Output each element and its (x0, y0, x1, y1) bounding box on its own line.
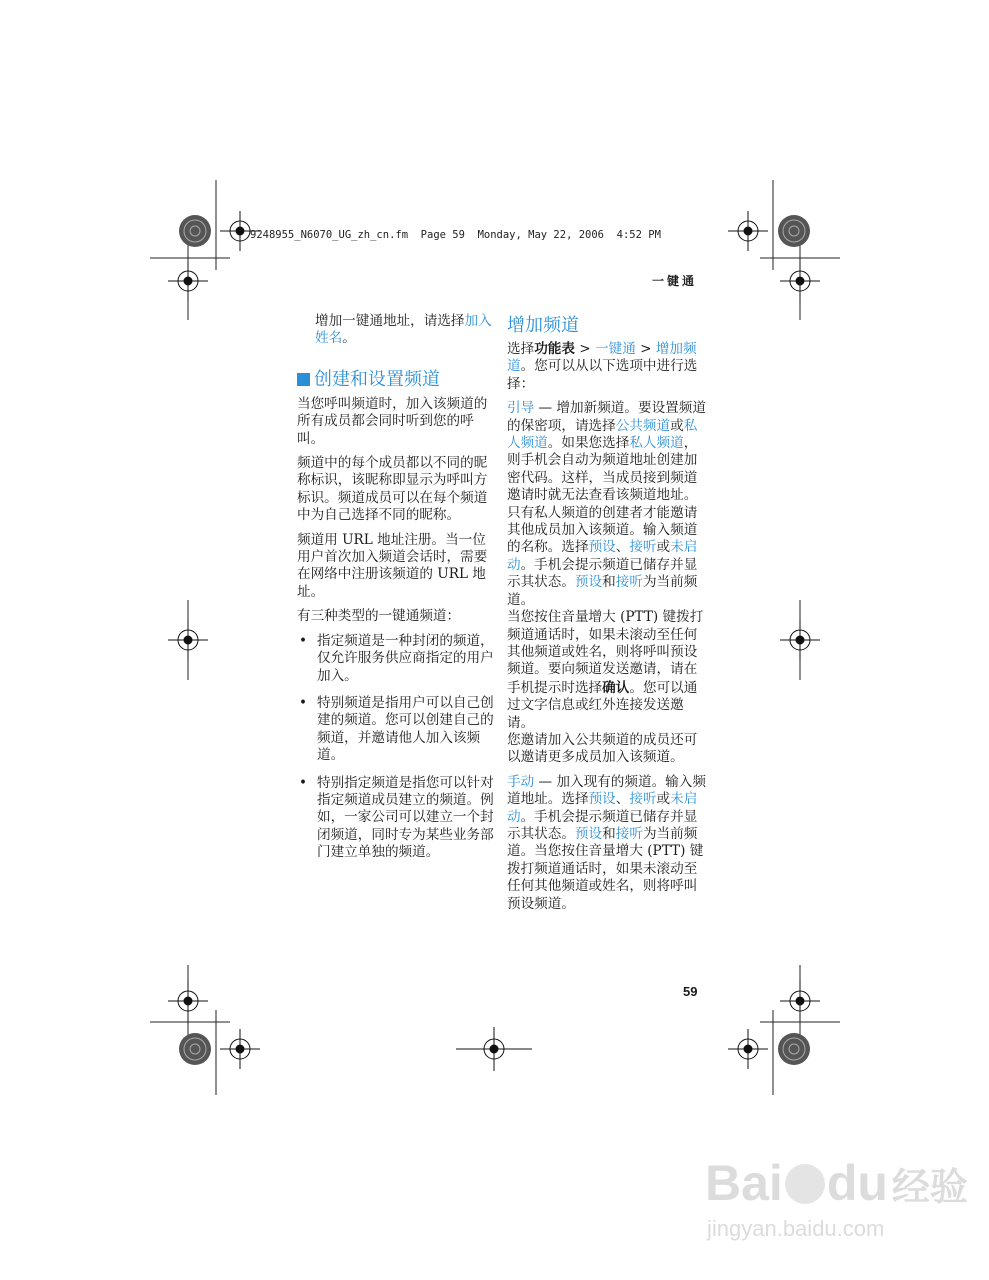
paragraph-4: 有三种类型的一键通频道： (297, 608, 461, 625)
list-item: • 特别频道是指用户可以自己创建的频道。您可以创建自己的频道，并邀请他人加入该频道。 (299, 694, 494, 764)
manual-option: 手动 — 加入现有的频道。输入频道地址。选择预设、接听或未启动。手机会提示频道已储存并显示其状态。预设和接听为当前频道。当您按住音量增大 (PTT) 键拨打频道通话时，如果未滚动至任何其他频道或姓名，则将呼叫预设频道。 (507, 773, 706, 912)
option-listen[interactable]: 接听 (629, 539, 657, 556)
intro-paragraph: 增加一键通地址，请选择加入姓名。 (315, 313, 492, 347)
channel-type-list (297, 633, 497, 862)
paragraph-1: 当您呼叫频道时，加入该频道的所有成员都会同时听到您的呼叫。 (297, 395, 488, 447)
menu-link-ptt[interactable]: 一键通 (595, 341, 636, 357)
option-public-channel[interactable]: 公共频道 (615, 417, 671, 434)
right-column (507, 314, 707, 920)
baidu-watermark (705, 1155, 968, 1255)
guide-option: 引导 — 增加新频道。要设置频道的保密项，请选择公共频道或私人频道。如果您选择私人频道，则手机会自动为频道地址创建加密代码。这样，当成员接到频道邀请时就无法查看该频道地址。只有私人频道的创建者才能邀请其他成员加入该频道。输入频道的名称。选择预设、接听或未启动。手机会提示频道已储存并显示其状态。预设和接听为当前频道。 (507, 400, 706, 608)
page-number: 59 (683, 984, 698, 999)
option-inactive[interactable]: 未启动 (507, 539, 698, 573)
bullet-icon: • (299, 774, 308, 791)
list-item: • 特别指定频道是指您可以针对指定频道成员建立的频道。例如，一家公司可以建立一个封闭频道，同时专为某些业务部门建立单独的频道。 (299, 774, 494, 861)
menu-link-add-channel[interactable]: 增加频道 (507, 341, 697, 375)
option-listen-ref[interactable]: 接听 (615, 574, 643, 591)
guide-invite-paragraph: 当您按住音量增大 (PTT) 键拨打频道通话时，如果未滚动至任何其他频道或姓名，则将呼叫预设频道。要向频道发送邀请，请在手机提示时选择确认。您可以通过文字信息或红外连接发送邀请。 (507, 609, 704, 731)
option-default-manual-ref[interactable]: 预设 (574, 825, 603, 842)
option-inactive-manual[interactable]: 未启动 (507, 791, 698, 825)
watermark-brand: Bai (705, 1155, 783, 1211)
confirm-label: 确认 (602, 679, 630, 695)
option-guide[interactable]: 引导 (507, 400, 535, 417)
option-listen-manual-ref[interactable]: 接听 (615, 825, 643, 842)
heading-square-icon (297, 373, 310, 386)
add-name-link[interactable]: 加入姓名 (315, 313, 492, 347)
watermark-url: jingyan.baidu.com (707, 1216, 885, 1241)
option-listen-manual[interactable]: 接听 (629, 791, 657, 808)
section-heading-create-channel: 创建和设置频道 (297, 368, 497, 390)
watermark-suffix: 经验 (891, 1167, 968, 1209)
paragraph-3: 频道用 URL 地址注册。当一位用户首次加入频道会话时，需要在网络中注册该频道的 URL 地址。 (297, 531, 488, 600)
option-private-channel-ref[interactable]: 私人频道 (629, 435, 684, 452)
option-default-manual[interactable]: 预设 (588, 791, 616, 808)
paw-icon (785, 1164, 825, 1204)
guide-public-paragraph: 您邀请加入公共频道的成员还可以邀请更多成员加入该频道。 (507, 731, 698, 766)
add-channel-intro: 选择功能表 > 一键通 > 增加频道。您可以从以下选项中进行选择： (507, 341, 698, 392)
option-private-channel[interactable]: 私人频道 (507, 417, 698, 452)
list-item: • 指定频道是一种封闭的频道，仅允许服务供应商指定的用户加入。 (299, 632, 494, 684)
left-column (297, 313, 497, 872)
option-default-ref[interactable]: 预设 (574, 574, 603, 591)
option-default[interactable]: 预设 (588, 539, 616, 556)
section-heading-add-channel: 增加频道 (507, 315, 579, 335)
running-header: 一键通 (652, 274, 698, 288)
bullet-icon: • (299, 632, 308, 649)
watermark-brand-2: du (826, 1155, 888, 1211)
file-info-line: 9248955_N6070_UG_zh_cn.fm Page 59 Monday, May 22, 2006 4:52 PM (250, 229, 661, 241)
bullet-icon: • (299, 694, 308, 711)
option-manual[interactable]: 手动 (507, 773, 535, 790)
paragraph-2: 频道中的每个成员都以不同的昵称标识，该昵称即显示为呼叫方标识。频道成员可以在每个频道中为自己选择不同的昵称。 (297, 455, 488, 524)
